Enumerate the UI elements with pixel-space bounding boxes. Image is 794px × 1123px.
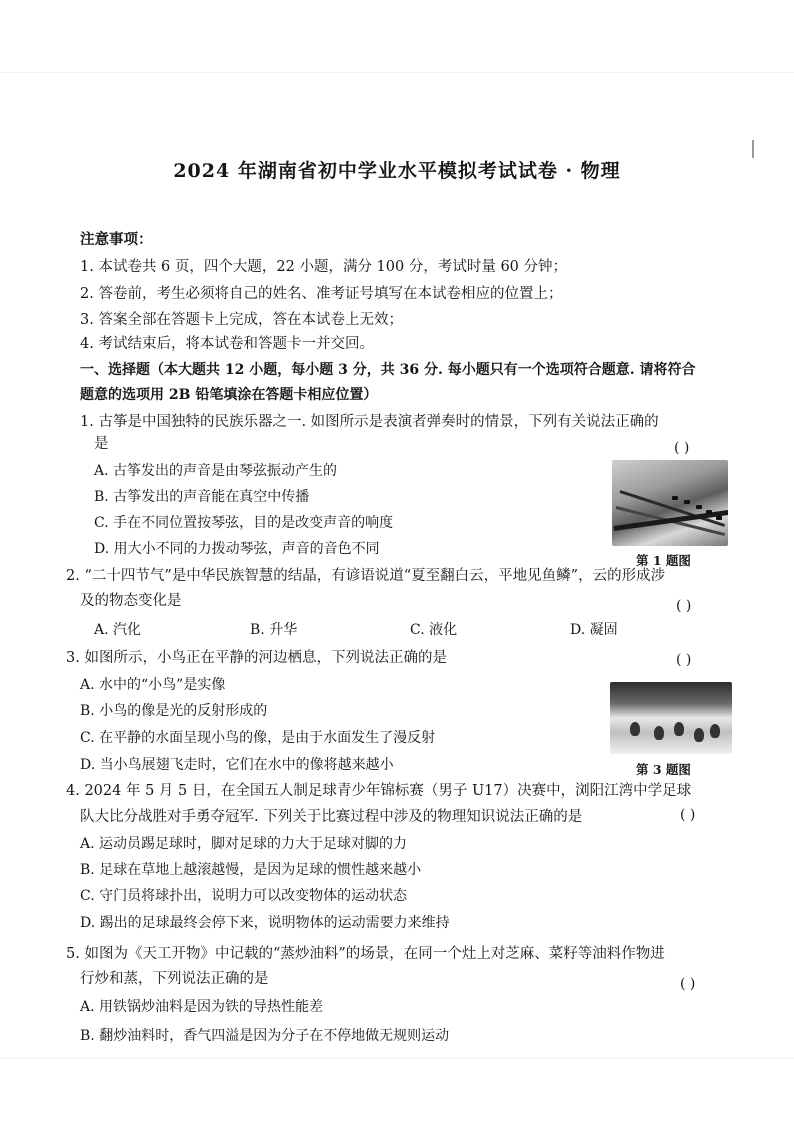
q2-option-a: A. 汽化 [94, 622, 142, 638]
q3-option-a: A. 水中的“小鸟”是实像 [80, 677, 226, 693]
q4-stem-line2: 队大比分战胜对手勇夺冠军. 下列关于比赛过程中涉及的物理知识说法正确的是 [80, 809, 583, 825]
scan-edge-bottom [0, 1058, 794, 1059]
q3-option-c: C. 在平静的水面呈现小鸟的像，是由于水面发生了漫反射 [80, 730, 436, 746]
notes-item-3: 3. 答案全部在答题卡上完成，答在本试卷上无效； [80, 312, 403, 328]
notes-heading: 注意事项： [80, 231, 153, 248]
q5-answer-paren: ( ) [680, 976, 696, 992]
q5-stem-line1: 5. 如图为《天工开物》中记载的“蒸炒油料”的场景，在同一个灶上对芝麻、菜籽等油料作物进 [66, 946, 665, 962]
q1-option-d: D. 用大小不同的力拨动琴弦，声音的音色不同 [94, 541, 380, 557]
q2-option-c: C. 液化 [410, 622, 458, 638]
q4-answer-paren: ( ) [680, 807, 696, 823]
q1-option-b: B. 古筝发出的声音能在真空中传播 [94, 489, 310, 505]
notes-item-4: 4. 考试结束后，将本试卷和答题卡一并交回。 [80, 336, 374, 352]
q3-figure-caption: 第 3 题图 [636, 762, 691, 777]
exam-title: 2024 年湖南省初中学业水平模拟考试试卷 · 物理 [173, 160, 621, 182]
q3-stem-line1: 3. 如图所示，小鸟正在平静的河边栖息，下列说法正确的是 [66, 650, 447, 666]
q5-option-a: A. 用铁锅炒油料是因为铁的导热性能差 [80, 999, 324, 1015]
q2-stem-line1: 2. “二十四节气”是中华民族智慧的结晶，有谚语说道“夏至翻白云，平地见鱼鳞”，云的形成涉 [66, 568, 666, 584]
q4-stem-line1: 4. 2024 年 5 月 5 日，在全国五人制足球青少年锦标赛（男子 U17）决赛中，浏阳江湾中学足球 [66, 783, 692, 799]
q2-answer-paren: ( ) [676, 598, 692, 614]
q3-option-d: D. 当小鸟展翅飞走时，它们在水中的像将越来越小 [80, 757, 394, 773]
q1-option-c: C. 手在不同位置按琴弦，目的是改变声音的响度 [94, 515, 394, 531]
q4-option-c: C. 守门员将球扑出，说明力可以改变物体的运动状态 [80, 888, 408, 904]
q2-option-b: B. 升华 [250, 622, 298, 638]
q1-figure-caption: 第 1 题图 [636, 553, 691, 568]
q3-answer-paren: ( ) [676, 652, 692, 668]
notes-item-1: 1. 本试卷共 6 页，四个大题，22 小题，满分 100 分，考试时量 60 分钟； [80, 259, 568, 275]
q1-option-a: A. 古筝发出的声音是由琴弦振动产生的 [94, 463, 338, 479]
q1-stem-line1: 1. 古筝是中国独特的民族乐器之一. 如图所示是表演者弹奏时的情景，下列有关说法正确的 [80, 414, 659, 430]
notes-item-2: 2. 答卷前，考生必须将自己的姓名、准考证号填写在本试卷相应的位置上； [80, 286, 563, 302]
section-heading-line1: 一、选择题（本大题共 12 小题，每小题 3 分，共 36 分. 每小题只有一个选项符合题意. 请将符合 [80, 362, 696, 378]
q4-option-d: D. 踢出的足球最终会停下来，说明物体的运动需要力来维持 [80, 915, 450, 931]
q5-stem-line2: 行炒和蒸，下列说法正确的是 [80, 971, 269, 987]
q4-option-b: B. 足球在草地上越滚越慢，是因为足球的惯性越来越小 [80, 862, 422, 878]
section-heading-line2: 题意的选项用 2B 铅笔填涂在答题卡相应位置） [80, 387, 378, 403]
q2-option-d: D. 凝固 [570, 622, 618, 638]
q3-figure-bird-photo [610, 682, 732, 754]
q1-figure-guzheng-photo [612, 460, 728, 546]
q5-option-b: B. 翻炒油料时，香气四溢是因为分子在不停地做无规则运动 [80, 1028, 450, 1044]
scan-edge-top [0, 72, 794, 73]
q4-option-a: A. 运动员踢足球时，脚对足球的力大于足球对脚的力 [80, 836, 408, 852]
q3-option-b: B. 小鸟的像是光的反射形成的 [80, 703, 268, 719]
q1-answer-paren: ( ) [674, 440, 690, 456]
q2-stem-line2: 及的物态变化是 [80, 593, 182, 609]
q1-stem-line2: 是 [94, 436, 109, 452]
